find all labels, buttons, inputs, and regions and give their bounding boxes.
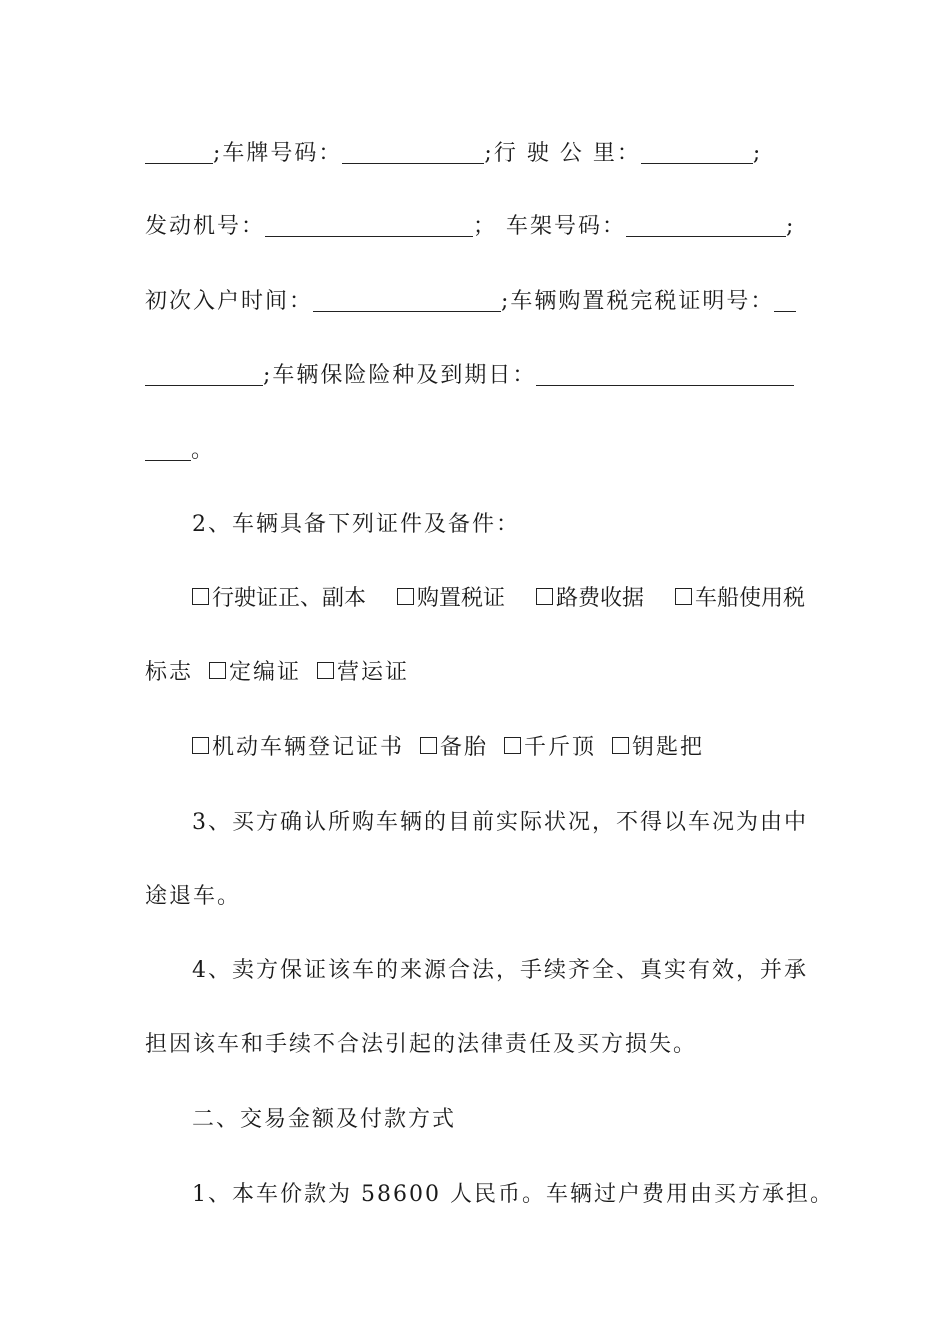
checkbox-item[interactable]: [612, 728, 704, 768]
vehicle-info-line-5: [145, 431, 805, 471]
checkbox-icon[interactable]: [420, 737, 437, 754]
vehicle-info-line-3: [145, 282, 805, 322]
checkbox-icon[interactable]: [612, 737, 629, 754]
checkbox-label: 车船使用税: [694, 586, 805, 611]
clause-4-line-1: 4、卖方保证该车的来源合法，手续齐全、真实有效，并承: [192, 958, 808, 983]
checkbox-label: 钥匙把: [632, 735, 705, 760]
engine-number-field[interactable]: [265, 210, 473, 237]
plate-number-field[interactable]: [342, 137, 484, 164]
checkbox-item[interactable]: [192, 579, 366, 619]
checkbox-icon[interactable]: [317, 662, 334, 679]
frame-number-field[interactable]: [626, 210, 786, 237]
checkbox-icon[interactable]: [209, 662, 226, 679]
checkbox-item[interactable]: [536, 579, 644, 619]
vehicle-info-line-2: [145, 207, 805, 247]
frame-label: ； 车架号码：: [473, 214, 627, 239]
section-2-heading: 二、交易金额及付款方式: [192, 1107, 457, 1132]
checklist-line-2: [145, 653, 805, 693]
checklist-line-1: [192, 579, 805, 619]
checkbox-label: 定编证: [229, 660, 302, 685]
checkbox-icon[interactable]: [536, 588, 553, 605]
checkbox-label: 千斤顶: [524, 735, 597, 760]
checkbox-item[interactable]: [675, 579, 805, 619]
checkbox-label: 行驶证正、副本: [212, 586, 367, 611]
end-mark: 。: [191, 438, 216, 463]
insurance-label: ;车辆保险险种及到期日：: [263, 363, 537, 388]
insurance-field-start[interactable]: [536, 359, 794, 386]
checklist-line-3: [192, 728, 805, 768]
checkbox-label: 路费收据: [555, 586, 644, 611]
checkbox-icon[interactable]: [192, 737, 209, 754]
vehicle-info-line-4: [145, 356, 805, 396]
checkbox-label: 备胎: [440, 735, 489, 760]
checkbox-icon[interactable]: [675, 588, 692, 605]
first-registration-label: 初次入户时间：: [145, 289, 314, 314]
vehicle-info-line-1: [145, 134, 805, 174]
checkbox-item[interactable]: [420, 728, 488, 768]
section-2-item-1: 1、本车价款为 58600 人民币。车辆过户费用由买方承担。: [192, 1182, 834, 1207]
checkbox-label-continued: 标志: [145, 660, 194, 685]
tax-certificate-label: ;车辆购置税完税证明号：: [501, 289, 775, 314]
clause-4-line-2: 担因该车和手续不合法引起的法律责任及买方损失。: [145, 1032, 698, 1057]
plate-label: ;车牌号码：: [213, 141, 343, 166]
first-registration-field[interactable]: [313, 285, 501, 312]
mileage-field[interactable]: [641, 137, 753, 164]
checkbox-label: 营运证: [337, 660, 410, 685]
tax-certificate-field-end[interactable]: [145, 359, 263, 386]
engine-label: 发动机号：: [145, 214, 266, 239]
clause-3-line-1: 3、买方确认所购车辆的目前实际状况，不得以车况为由中: [192, 810, 808, 835]
checkbox-label: 购置税证: [416, 586, 505, 611]
tax-certificate-field-start[interactable]: [774, 285, 796, 312]
checkbox-icon[interactable]: [397, 588, 414, 605]
checkbox-item[interactable]: [317, 653, 409, 693]
checkbox-icon[interactable]: [192, 588, 209, 605]
clause-2-heading: 2、车辆具备下列证件及备件：: [192, 512, 520, 537]
mileage-label: ;行 驶 公 里：: [484, 141, 641, 166]
checkbox-item[interactable]: [209, 653, 301, 693]
checkbox-item[interactable]: [192, 728, 404, 768]
checkbox-icon[interactable]: [504, 737, 521, 754]
checkbox-item[interactable]: [397, 579, 505, 619]
checkbox-item[interactable]: [504, 728, 596, 768]
clause-3-line-2: 途退车。: [145, 884, 242, 909]
insurance-field-end[interactable]: [145, 434, 191, 461]
semicolon: ;: [752, 141, 763, 166]
checkbox-label: 机动车辆登记证书: [212, 735, 405, 760]
semicolon: ;: [786, 214, 796, 239]
blank-field[interactable]: [145, 137, 213, 164]
